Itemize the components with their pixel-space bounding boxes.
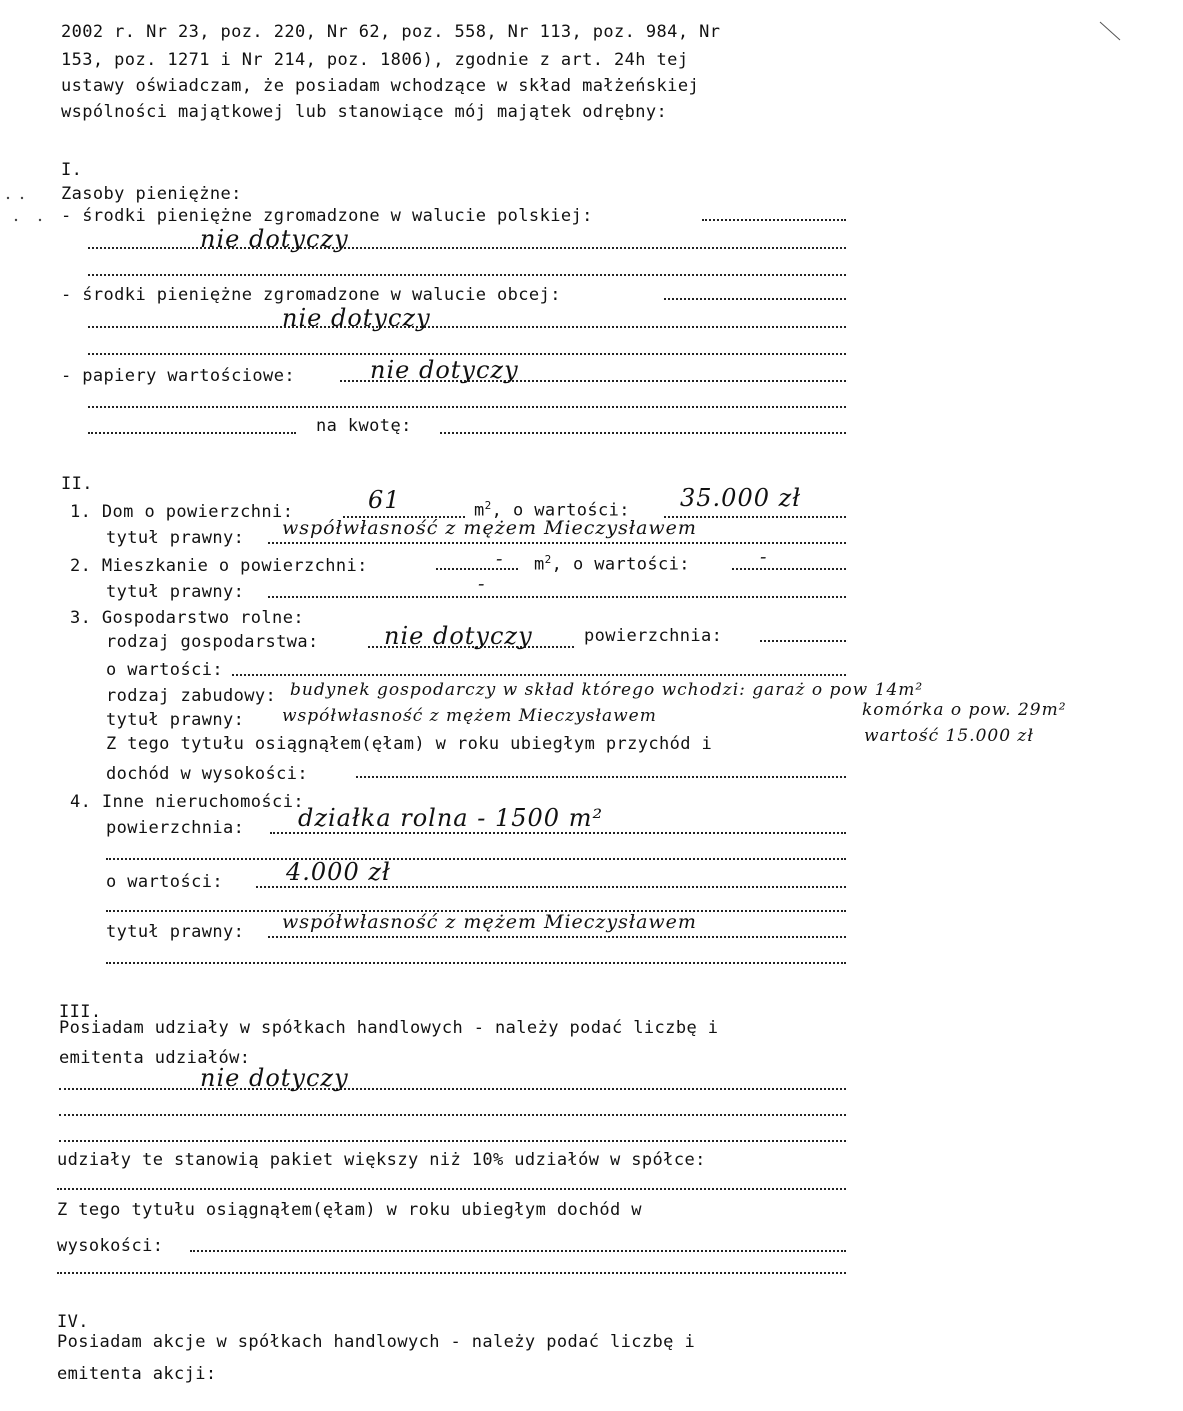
flat-area-dots	[436, 568, 518, 570]
amount-dots-right	[440, 432, 846, 434]
flat-title-handwritten: -	[478, 573, 486, 595]
other-area-handwritten: działka rolna - 1500 m²	[298, 804, 604, 832]
flat-title-dots	[268, 596, 846, 598]
other-area-dots	[270, 832, 846, 834]
flat-title-label: tytuł prawny:	[106, 582, 245, 602]
shares-line-2: emitenta udziałów:	[59, 1048, 251, 1068]
securities-label: - papiery wartościowe:	[61, 366, 295, 386]
intro-line-1: 2002 r. Nr 23, poz. 220, Nr 62, poz. 558, Nr 113, poz. 984, Nr	[61, 22, 721, 42]
farm-area-label: powierzchnia:	[584, 626, 723, 646]
scan-speck	[21, 197, 23, 199]
section-4-numeral: IV.	[57, 1312, 89, 1332]
scan-streak	[1100, 22, 1120, 40]
intro-line-3: ustawy oświadczam, że posiadam wchodzące w skład małżeńskiej	[61, 76, 700, 96]
house-value-handwritten: 35.000 zł	[680, 484, 802, 512]
other-title-handwritten: współwłasność z mężem Mieczysławem	[282, 911, 697, 933]
foreign-funds-dots-2	[88, 326, 846, 328]
intro-line-4: wspólności majątkowej lub stanowiące mój majątek odrębny:	[61, 102, 668, 122]
stocks-line-1: Posiadam akcje w spółkach handlowych - należy podać liczbę i	[57, 1332, 696, 1352]
section-1-heading: Zasoby pieniężne:	[61, 184, 242, 204]
flat-value-label: , o wartości:	[551, 554, 690, 575]
shares-packet-dots	[57, 1188, 846, 1190]
house-title-handwritten: współwłasność z mężem Mieczysławem	[282, 517, 697, 539]
shares-line-1: Posiadam udziały w spółkach handlowych - należy podać liczbę i	[59, 1018, 719, 1038]
intro-line-2: 153, poz. 1271 i Nr 214, poz. 1806), zgodnie z art. 24h tej	[61, 50, 689, 70]
scan-speck	[7, 197, 9, 199]
scan-speck	[15, 219, 17, 221]
flat-m2-label	[534, 550, 690, 575]
house-title-dots	[268, 542, 846, 544]
farm-type-handwritten: nie dotyczy	[384, 622, 533, 650]
other-title-dots-2	[106, 962, 846, 964]
farm-title-handwritten: współwłasność z mężem Mieczysławem	[282, 706, 657, 726]
flat-value-handwritten: -	[760, 546, 768, 568]
shares-dots-3	[59, 1140, 846, 1142]
house-value-label: , o wartości:	[491, 500, 630, 521]
pln-funds-dots-3	[88, 274, 846, 276]
securities-handwritten: nie dotyczy	[370, 356, 519, 384]
foreign-funds-label: - środki pieniężne zgromadzone w walucie obcej:	[61, 285, 561, 305]
securities-dots-2	[88, 406, 846, 408]
house-m-unit: m	[474, 500, 485, 521]
farm-note-1-handwritten: komórka o pow. 29m²	[862, 700, 1067, 720]
other-title-dots	[268, 936, 846, 938]
other-property-label: 4. Inne nieruchomości:	[70, 792, 304, 812]
flat-area-label: 2. Mieszkanie o powierzchni:	[70, 556, 368, 576]
buildings-label: rodzaj zabudowy:	[106, 686, 277, 706]
shares-handwritten: nie dotyczy	[200, 1064, 349, 1092]
flat-area-handwritten: -	[496, 548, 504, 570]
flat-m-unit: m	[534, 554, 545, 575]
farm-value-label: o wartości:	[106, 660, 223, 680]
farm-income-label-2: dochód w wysokości:	[106, 764, 309, 784]
farm-label: 3. Gospodarstwo rolne:	[70, 608, 304, 628]
pln-funds-label: - środki pieniężne zgromadzone w walucie polskiej:	[61, 206, 593, 226]
other-area-label: powierzchnia:	[106, 818, 245, 838]
shares-income-label-2: wysokości:	[57, 1236, 164, 1256]
other-value-dots	[256, 886, 846, 888]
section-2-numeral: II.	[61, 474, 93, 494]
scan-speck	[39, 219, 41, 221]
flat-m2-sup: 2	[544, 553, 552, 566]
farm-type-label: rodzaj gospodarstwa:	[106, 632, 319, 652]
pln-funds-dots-1	[702, 219, 846, 221]
amount-label: na kwotę:	[316, 416, 412, 436]
flat-value-dots	[732, 568, 846, 570]
farm-area-dots	[760, 640, 846, 642]
shares-income-dots-2	[57, 1272, 846, 1274]
shares-dots-2	[59, 1114, 846, 1116]
pln-funds-handwritten: nie dotyczy	[200, 225, 349, 253]
shares-income-dots	[190, 1250, 846, 1252]
house-area-handwritten: 61	[368, 486, 401, 514]
house-m2-sup: 2	[484, 499, 492, 512]
other-area-dots-2	[106, 858, 846, 860]
section-3-numeral: III.	[59, 1002, 102, 1022]
shares-income-label: Z tego tytułu osiągnąłem(ęłam) w roku ubiegłym dochód w	[57, 1200, 642, 1220]
stocks-line-2: emitenta akcji:	[57, 1364, 217, 1384]
farm-note-2-handwritten: wartość 15.000 zł	[864, 726, 1034, 746]
house-title-label: tytuł prawny:	[106, 528, 245, 548]
other-value-handwritten: 4.000 zł	[286, 858, 391, 886]
amount-dots-left	[88, 432, 296, 434]
buildings-handwritten: budynek gospodarczy w skład którego wchodzi: garaż o pow 14m²	[290, 680, 924, 700]
farm-title-label: tytuł prawny:	[106, 710, 245, 730]
section-1-numeral: I.	[61, 160, 83, 180]
farm-income-dots	[356, 776, 846, 778]
house-area-label: 1. Dom o powierzchni:	[70, 502, 294, 522]
shares-packet-label: udziały te stanowią pakiet większy niż 10% udziałów w spółce:	[57, 1150, 706, 1170]
other-value-label: o wartości:	[106, 872, 223, 892]
farm-value-dots	[232, 674, 846, 676]
foreign-funds-dots-3	[88, 353, 846, 355]
foreign-funds-dots-1	[664, 298, 846, 300]
shares-dots-1	[59, 1088, 846, 1090]
foreign-funds-handwritten: nie dotyczy	[282, 304, 431, 332]
other-title-label: tytuł prawny:	[106, 922, 245, 942]
farm-income-label-1: Z tego tytułu osiągnąłem(ęłam) w roku ubiegłym przychód i	[106, 734, 713, 754]
